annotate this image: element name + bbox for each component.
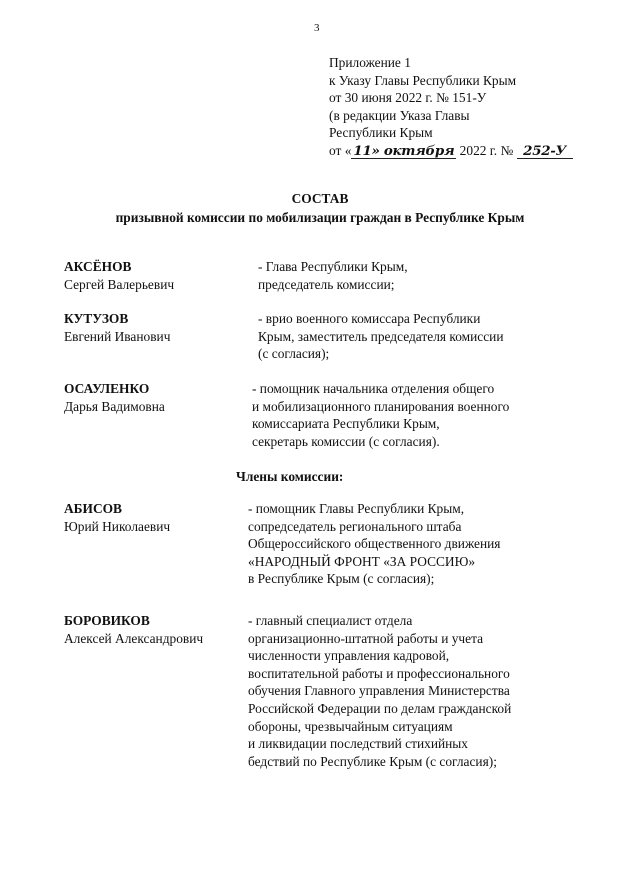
person-name-block (64, 380, 165, 415)
role-line: комиссариата Республики Крым, (252, 416, 440, 432)
person-surname: АКСЁНОВ (64, 259, 132, 274)
appendix-header (329, 54, 629, 160)
person-given-name: Сергей Валерьевич (64, 276, 175, 292)
appendix-date-line (329, 142, 629, 160)
role-line: обучения Главного управления Министерства (248, 683, 510, 699)
date-suffix: 2022 г. № (459, 142, 514, 158)
appendix-line: Приложение 1 (329, 55, 411, 70)
role-line: воспитательной работы и профессионального (248, 665, 510, 681)
document-title: СОСТАВ (291, 191, 349, 206)
role-line: (с согласия); (258, 346, 330, 362)
person-role (258, 258, 598, 293)
role-line: организационно-штатной работы и учета (248, 630, 484, 646)
person-name-block (64, 612, 203, 647)
role-line: председатель комиссии; (258, 276, 395, 292)
appendix-line: Республики Крым (329, 125, 433, 141)
role-line: Общероссийского общественного движения (248, 536, 501, 552)
members-heading: Члены комиссии: (236, 469, 344, 484)
role-line: - помощник начальника отделения общего (252, 381, 495, 396)
role-line: - помощник Главы Республики Крым, (248, 501, 465, 516)
person-given-name: Дарья Вадимовна (64, 398, 165, 414)
person-name-block (64, 258, 174, 293)
person-role (252, 380, 592, 450)
date-prefix: от « (329, 142, 352, 158)
person-surname: АБИСОВ (64, 501, 122, 516)
person-name-block (64, 500, 170, 535)
role-line: сопредседатель регионального штаба (248, 518, 462, 534)
role-line: бедствий по Республике Крым (с согласия); (248, 753, 497, 769)
role-line: - врио военного комиссара Республики (258, 311, 481, 326)
page-number: 3 (314, 22, 320, 34)
person-surname: КУТУЗОВ (64, 311, 129, 326)
role-line: секретарь комиссии (с согласия). (252, 433, 440, 449)
person-given-name: Юрий Николаевич (64, 518, 171, 534)
role-line: в Республике Крым (с согласия); (248, 571, 435, 587)
person-surname: ОСАУЛЕНКО (64, 381, 150, 396)
person-role (258, 310, 598, 363)
person-given-name: Алексей Александрович (64, 630, 204, 646)
role-line: обороны, чрезвычайным ситуациям (248, 718, 453, 734)
person-surname: БОРОВИКОВ (64, 613, 150, 628)
role-line: и ликвидации последствий стихийных (248, 736, 469, 752)
appendix-line: от 30 июня 2022 г. № 151-У (329, 90, 487, 106)
role-line: Крым, заместитель председателя комиссии (258, 328, 504, 344)
person-given-name: Евгений Иванович (64, 328, 171, 344)
role-line: - Глава Республики Крым, (258, 259, 408, 274)
role-line: «НАРОДНЫЙ ФРОНТ «ЗА РОССИЮ» (248, 553, 476, 569)
role-line: численности управления кадровой, (248, 648, 450, 664)
document-subtitle: призывной комиссии по мобилизации граждан в Республике Крым (115, 210, 525, 225)
role-line: Российской Федерации по делам гражданской (248, 700, 512, 716)
person-name-block (64, 310, 170, 345)
person-role (248, 612, 588, 770)
person-role (248, 500, 588, 588)
appendix-line: (в редакции Указа Главы (329, 107, 470, 123)
role-line: - главный специалист отдела (248, 613, 413, 628)
handwritten-date: 11» октября (353, 142, 455, 159)
appendix-line: к Указу Главы Республики Крым (329, 72, 517, 88)
handwritten-number: 252-У (517, 144, 573, 159)
role-line: и мобилизационного планирования военного (252, 398, 510, 414)
